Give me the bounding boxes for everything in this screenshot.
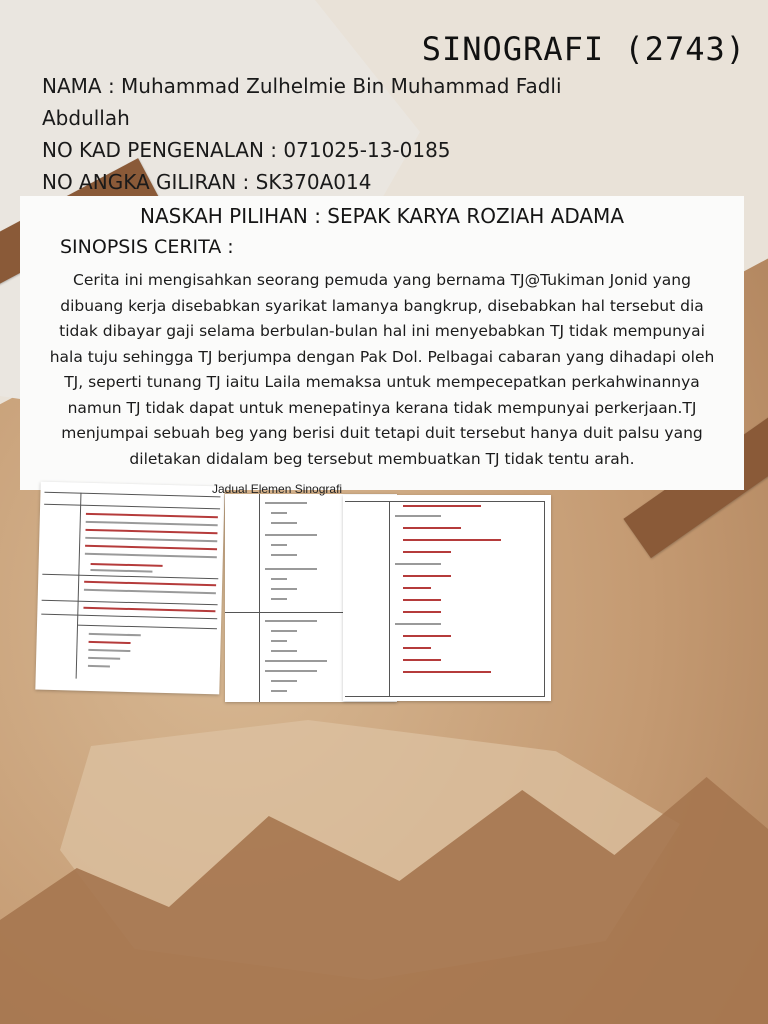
- student-info: [42, 70, 602, 198]
- table-caption: Jadual Elemen Sinografi: [212, 482, 343, 496]
- student-name-line-2: Abdullah: [42, 106, 130, 130]
- table-scan-page-1: [35, 482, 224, 695]
- student-ic-number: NO KAD PENGENALAN : 071025-13-0185: [42, 138, 451, 162]
- synopsis-card: [20, 196, 744, 490]
- synopsis-label: SINOPSIS CERITA :: [60, 236, 234, 258]
- script-heading: NASKAH PILIHAN : SEPAK KARYA ROZIAH ADAMA: [139, 204, 624, 228]
- student-name-line-1: NAMA : Muhammad Zulhelmie Bin Muhammad Fadli: [42, 74, 562, 98]
- synopsis-text: Cerita ini mengisahkan seorang pemuda yang bernama TJ@Tukiman Jonid yang dibuang kerja disebabkan syarikat lamanya bangkrup, disebabkan hal tersebut dia tidak dibayar gaji selama berbulan-bulan hal ini menyebabkan TJ tidak mempunyai hala tuju sehingga TJ berjumpa dengan Pak Dol. Pelbagai cabaran yang dihadapi oleh TJ, seperti tunang TJ iaitu Laila memaksa untuk mempecepatkan perkahwinannya namun TJ tidak dapat untuk menepatinya kerana tidak mempunyai perkerjaan.TJ menjumpai sebuah beg yang berisi duit tetapi duit tersebut hanya duit palsu yang diletakan didalam beg tersebut membuatkan TJ tidak tentu arah.: [49, 271, 715, 468]
- page-title: SINOGRAFI (2743): [421, 30, 746, 68]
- table-scan-page-3: [343, 495, 551, 701]
- student-index-number: NO ANGKA GILIRAN : SK370A014: [42, 170, 372, 194]
